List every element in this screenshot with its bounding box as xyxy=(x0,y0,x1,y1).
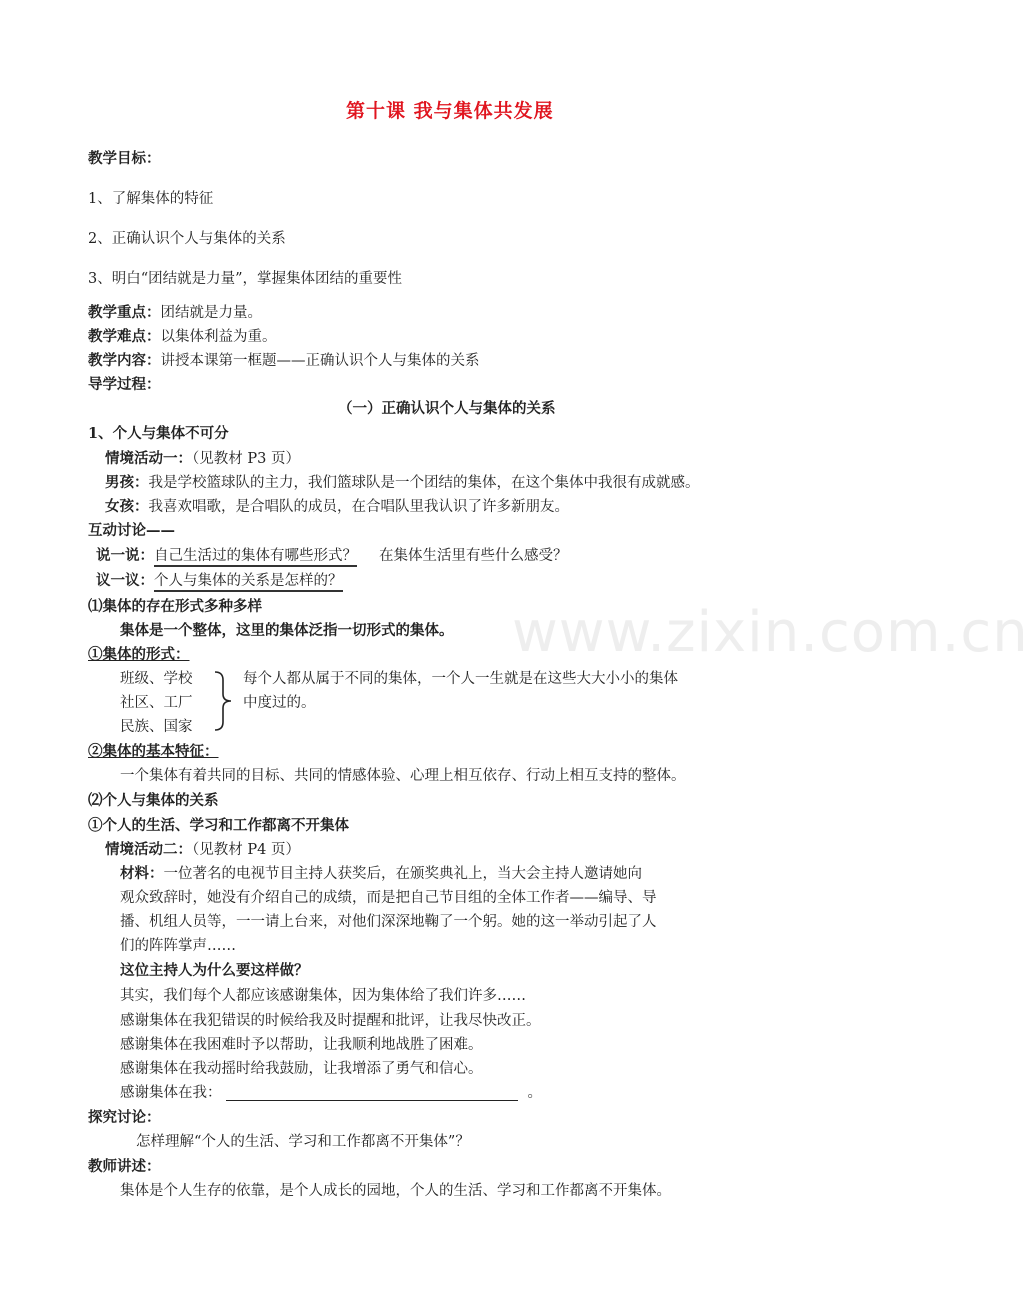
p2-subheading: ①个人的生活、学习和工作都离不开集体 xyxy=(88,817,349,834)
material-text: 观众致辞时，她没有介绍自己的成绩，而是把自己节目组的全体工作者——编导、导 xyxy=(120,890,657,906)
forms-note-line2: 中度过的。 xyxy=(243,695,316,711)
forms-heading: ①集体的形式： xyxy=(88,646,190,663)
host-question: 这位主持人为什么要这样做？ xyxy=(120,962,309,979)
material-text: 播、机组人员等，一一请上台来，对他们深深地鞠了一个躬。她的这一举动引起了人 xyxy=(120,914,657,930)
form-item: 班级、学校 xyxy=(120,671,193,687)
activity1-line xyxy=(105,449,300,469)
say-label: 说一说： xyxy=(96,547,154,564)
material-label: 材料： xyxy=(120,865,164,882)
difficulty-line xyxy=(88,327,277,347)
girl-label: 女孩： xyxy=(105,498,149,515)
p1-note: 集体是一个整体，这里的集体泛指一切形式的集体。 xyxy=(120,622,454,639)
thanks-blank-prefix: 感谢集体在我： xyxy=(120,1085,222,1101)
girl-text: 我喜欢唱歌，是合唱队的成员，在合唱队里我认识了许多新朋友。 xyxy=(148,499,569,515)
activity2-label: 情境活动二： xyxy=(105,841,192,858)
s1-heading: 1、个人与集体不可分 xyxy=(88,425,229,442)
teacher-label: 教师讲述： xyxy=(88,1158,161,1175)
thanks-line: 感谢集体在我动摇时给我鼓励，让我增添了勇气和信心。 xyxy=(120,1061,483,1077)
material-line xyxy=(120,864,642,884)
key-point-text: 团结就是力量。 xyxy=(160,305,262,321)
objective-item: 2、正确认识个人与集体的关系 xyxy=(88,231,286,247)
thanks-blank-line xyxy=(120,1083,542,1103)
features-heading: ②集体的基本特征： xyxy=(88,743,219,760)
form-item: 社区、工厂 xyxy=(120,695,193,711)
key-point-line xyxy=(88,303,262,323)
content-label: 教学内容： xyxy=(88,352,161,369)
discuss-label: 议一议： xyxy=(96,572,154,589)
content-line xyxy=(88,351,480,371)
features-text: 一个集体有着共同的目标、共同的情感体验、心理上相互依存、行动上相互支持的整体。 xyxy=(120,768,686,784)
activity1-ref: （见教材 P3 页） xyxy=(192,451,300,467)
difficulty-text: 以集体利益为重。 xyxy=(160,329,277,345)
material-text: 一位著名的电视节目主持人获奖后，在颁奖典礼上，当大会主持人邀请她向 xyxy=(163,866,642,882)
boy-line xyxy=(105,473,700,493)
discuss-line xyxy=(96,571,343,591)
thanks-line: 感谢集体在我困难时予以帮助，让我顺利地战胜了困难。 xyxy=(120,1037,483,1053)
section-heading: （一）正确认识个人与集体的关系 xyxy=(338,400,556,417)
page-title: 第十课 我与集体共发展 xyxy=(346,100,554,122)
process-label: 导学过程： xyxy=(88,376,161,393)
content-text: 讲授本课第一框题——正确认识个人与集体的关系 xyxy=(160,353,480,369)
brace-icon xyxy=(212,670,234,732)
thanks-blank-suffix: 。 xyxy=(527,1085,542,1101)
key-point-label: 教学重点： xyxy=(88,304,161,321)
form-item: 民族、国家 xyxy=(120,719,193,735)
boy-label: 男孩： xyxy=(105,474,149,491)
activity1-label: 情境活动一： xyxy=(105,450,192,467)
discussion-label: 互动讨论—— xyxy=(88,522,175,539)
objectives-heading: 教学目标： xyxy=(88,150,161,167)
explore-label: 探究讨论： xyxy=(88,1109,161,1126)
activity2-line xyxy=(105,840,300,860)
fill-in-blank[interactable] xyxy=(226,1086,518,1101)
discuss-question: 个人与集体的关系是怎样的？ xyxy=(154,573,343,592)
objective-item: 3、明白“团结就是力量”，掌握集体团结的重要性 xyxy=(88,271,403,287)
say-question-2: 在集体生活里有些什么感受？ xyxy=(379,548,568,564)
say-question-1: 自己生活过的集体有哪些形式？ xyxy=(154,548,357,567)
forms-note-line1: 每个人都从属于不同的集体，一个人一生就是在这些大大小小的集体 xyxy=(243,671,678,687)
p2-heading: ⑵个人与集体的关系 xyxy=(88,792,219,809)
explore-question: 怎样理解“个人的生活、学习和工作都离不开集体”？ xyxy=(136,1134,470,1150)
difficulty-label: 教学难点： xyxy=(88,328,161,345)
watermark: www.zixin.com.cn xyxy=(512,600,1029,665)
thanks-line: 感谢集体在我犯错误的时候给我及时提醒和批评，让我尽快改正。 xyxy=(120,1013,541,1029)
girl-line xyxy=(105,497,569,517)
say-line xyxy=(96,546,568,566)
thanks-line: 其实，我们每个人都应该感谢集体，因为集体给了我们许多…… xyxy=(120,988,526,1004)
material-text: 们的阵阵掌声…… xyxy=(120,938,236,954)
boy-text: 我是学校篮球队的主力，我们篮球队是一个团结的集体，在这个集体中我很有成就感。 xyxy=(148,475,700,491)
activity2-ref: （见教材 P4 页） xyxy=(192,842,300,858)
teacher-text: 集体是个人生存的依靠，是个人成长的园地，个人的生活、学习和工作都离不开集体。 xyxy=(120,1183,671,1199)
objective-item: 1、了解集体的特征 xyxy=(88,191,214,207)
p1-heading: ⑴集体的存在形式多种多样 xyxy=(88,598,262,615)
